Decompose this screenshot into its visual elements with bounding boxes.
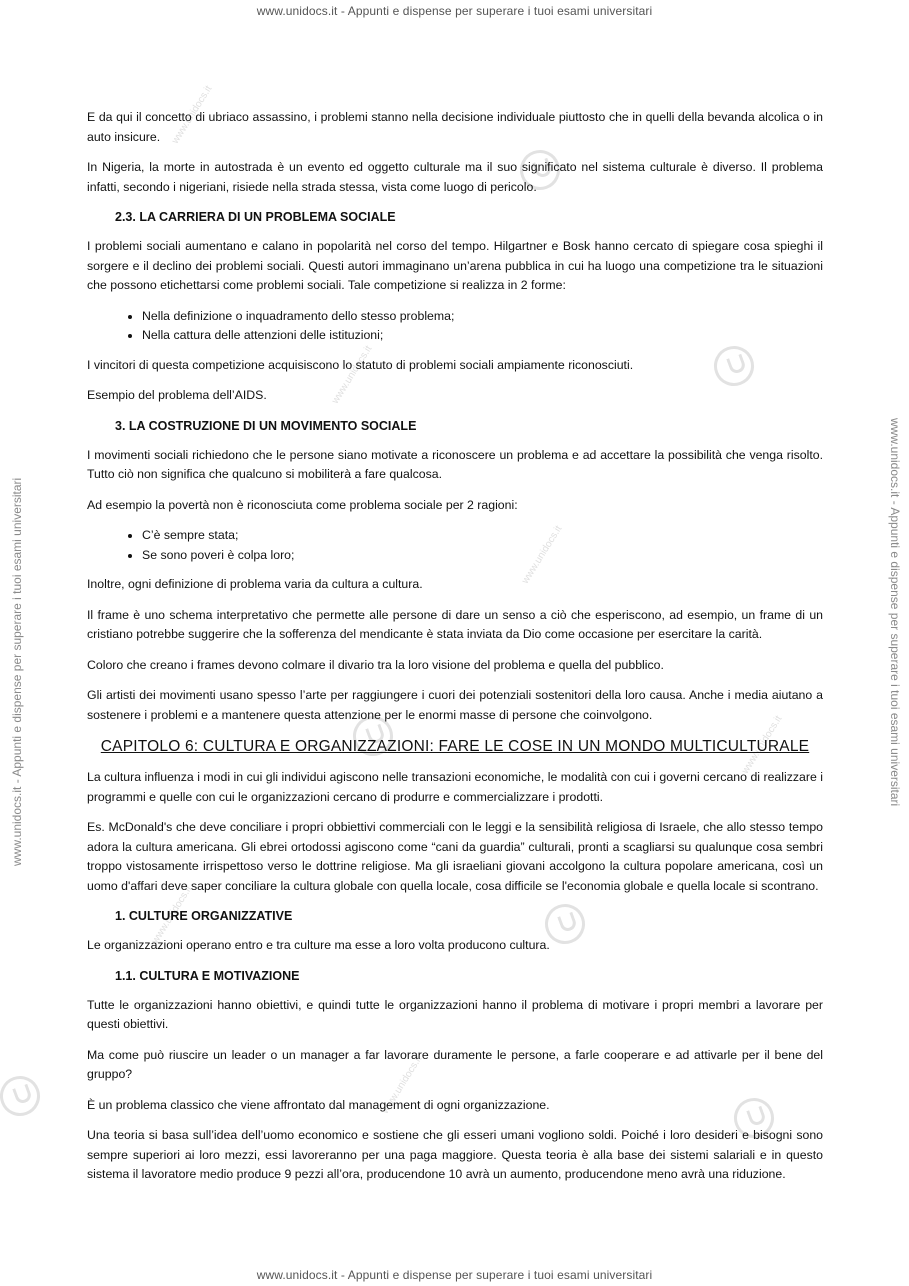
paragraph: La cultura influenza i modi in cui gli individui agiscono nelle transazioni economiche, le modalità con cui i governi cercano di realizzare i programmi e quelle con cui le organizzazioni cercano di produrre e commercializzare i prodotti. <box>87 770 823 804</box>
list-item: • Nella definizione o inquadramento dello stesso problema; <box>142 307 823 327</box>
watermark-side-left: www.unidocs.it - Appunti e dispense per superare i tuoi esami universitari <box>10 477 24 866</box>
watermark-diagonal: www.unidocs.it <box>170 83 215 146</box>
section-heading: 3. LA COSTRUZIONE DI UN MOVIMENTO SOCIALE <box>115 418 417 433</box>
bullet-list <box>87 307 823 346</box>
paragraph: Gli artisti dei movimenti usano spesso l’arte per raggiungere i cuori dei potenziali sostenitori della loro causa. Anche i media aiutano a sostenere i problemi e a mantenere questa attenzione per le enormi masse di persone che coinvolgono. <box>87 688 823 722</box>
paragraph: Ad esempio la povertà non è riconosciuta come problema sociale per 2 ragioni: <box>87 497 518 512</box>
paragraph: I problemi sociali aumentano e calano in popolarità nel corso del tempo. Hilgartner e Bosk hanno cercato di spiegare cosa spieghi il sorgere e il declino dei problemi sociali. Questi autori immaginano un’arena pubblica in cui ha luogo una competizione tra le situazioni che possono etichettarsi come problemi sociali. Tale competizione si realizza in 2 forme: <box>87 239 823 292</box>
list-item: • Se sono poveri è colpa loro; <box>142 546 823 566</box>
paragraph: In Nigeria, la morte in autostrada è un evento ed oggetto culturale ma il suo significato nel sistema culturale è diverso. Il problema infatti, secondo i nigeriani, risiede nella strada stessa, vista come luogo di pericolo. <box>87 160 823 194</box>
paragraph: Una teoria si basa sull’idea dell’uomo economico e sostiene che gli esseri umani vogliono soldi. Poiché i loro desideri e bisogni sono sempre superiori ai loro mezzi, essi lavoreranno per una paga maggiore. Questa teoria è alla base dei sistemi salariali e in questo sistema il lavoratore medio produce 9 pezzi all’ora, producendone 10 avrà un aumento, producendone meno avrà una riduzione. <box>87 1128 823 1181</box>
list-item: • C’è sempre stata; <box>142 526 823 546</box>
document-body <box>87 108 823 1196</box>
unidocs-logo-icon <box>0 1070 46 1121</box>
watermark-banner-bottom: www.unidocs.it - Appunti e dispense per superare i tuoi esami universitari <box>256 1268 653 1282</box>
paragraph: Esempio del problema dell’AIDS. <box>87 388 267 402</box>
paragraph: Tutte le organizzazioni hanno obiettivi, e quindi tutte le organizzazioni hanno il problema di motivare i propri membri a lavorare per questi obiettivi. <box>87 997 823 1031</box>
paragraph: Ma come può riuscire un leader o un manager a far lavorare duramente le persone, a farle cooperare e ad attivarle per il bene del gruppo? <box>87 1047 823 1081</box>
list-item: • Nella cattura delle attenzioni delle istituzioni; <box>142 326 823 346</box>
paragraph: Inoltre, ogni definizione di problema varia da cultura a cultura. <box>87 577 423 591</box>
paragraph: È un problema classico che viene affrontato dal management di ogni organizzazione. <box>87 1097 550 1112</box>
watermark-diagonal: www.unidocs.it <box>150 883 195 946</box>
paragraph: Es. McDonald's che deve conciliare i propri obbiettivi commerciali con le leggi e la sensibilità religiosa di Israele, che allo stesso tempo adora la cultura americana. Gli ebrei ortodossi agiscono come “cani da guardia” culturali, pronti a scagliarsi su qualunque cosa sembri troppo vistosamente irrispettoso verso le dottrine religiose. Ma gli israeliani giovani accolgono la cultura popolare americana, così un uomo d'affari deve saper conciliare la cultura globale con quella locale, cosa difficile se l'economia globale e quella locale si scontrano. <box>87 820 823 893</box>
section-heading: 1. CULTURE ORGANIZZATIVE <box>115 909 293 923</box>
section-heading: 1.1. CULTURA E MOTIVAZIONE <box>115 968 300 983</box>
paragraph: I movimenti sociali richiedono che le persone siano motivate a riconoscere un problema e ad accettare la possibilità che venga risolto. Tutto ciò non significa che qualcuno si mobiliterà a fare qualcosa. <box>87 447 823 481</box>
bullet-list <box>87 526 823 565</box>
paragraph: Coloro che creano i frames devono colmare il divario tra la loro visione del problema e quella del pubblico. <box>87 657 664 672</box>
watermark-diagonal: www.unidocs.it <box>330 343 375 406</box>
watermark-diagonal: www.unidocs.it <box>740 713 785 776</box>
paragraph: Le organizzazioni operano entro e tra culture ma esse a loro volta producono cultura. <box>87 938 550 952</box>
watermark-diagonal: www.unidocs.it <box>520 523 565 586</box>
chapter-title: CAPITOLO 6: CULTURA E ORGANIZZAZIONI: FARE LE COSE IN UN MONDO MULTICULTURALE <box>100 738 810 755</box>
watermark-banner-top: www.unidocs.it - Appunti e dispense per superare i tuoi esami universitari <box>256 4 653 18</box>
watermark-side-right: www.unidocs.it - Appunti e dispense per superare i tuoi esami universitari <box>888 418 902 807</box>
paragraph: Il frame è uno schema interpretativo che permette alle persone di dare un senso a ciò che esperiscono, ad esempio, un frame di un cristiano potrebbe suggerire che la sofferenza del mendicante è stata inviata da Dio come occasione per esercitare la carità. <box>87 607 823 641</box>
paragraph: E da qui il concetto di ubriaco assassino, i problemi stanno nella decisione individuale piuttosto che in quelli della bevanda alcolica o in auto insicure. <box>87 110 823 144</box>
section-heading: 2.3. LA CARRIERA DI UN PROBLEMA SOCIALE <box>115 210 396 224</box>
watermark-diagonal: www.unidocs.it <box>380 1053 425 1116</box>
paragraph: I vincitori di questa competizione acquisiscono lo statuto di problemi sociali ampiamente riconosciuti. <box>87 357 634 372</box>
